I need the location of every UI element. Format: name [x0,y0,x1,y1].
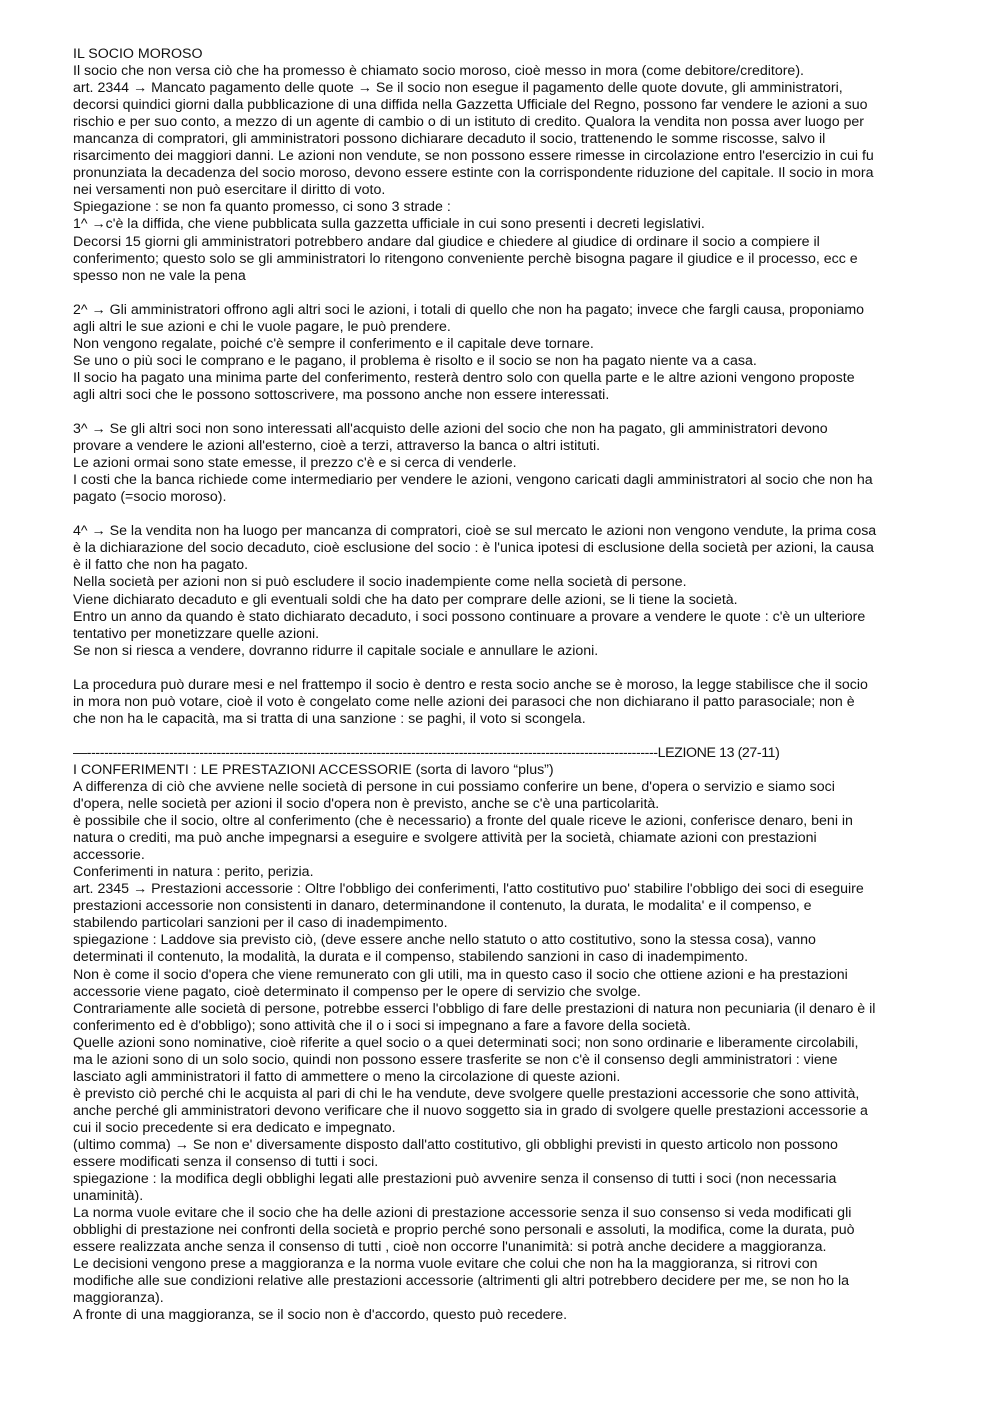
text-line: Spiegazione : se non fa quanto promesso, ci sono 3 strade : [73,199,451,216]
text-line: Contrariamente alle società di persone, potrebbe esserci l'obbligo di fare delle prestazioni di natura non pecuniaria (il denaro è il [73,1000,876,1017]
text-line: Le decisioni vengono prese a maggioranza e la norma vuole evitare che colui che non ha la maggioranza, si ritrovi con [73,1256,818,1273]
text-line: agli altri soci che le possono sottoscrivere, ma possono anche non essere interessati. [73,386,610,403]
text-line: 4^ → Se la vendita non ha luogo per mancanza di compratori, cioè se sul mercato le azioni non vengono vendute, la prima cosa [73,523,877,540]
text-line: Entro un anno da quando è stato dichiarato decaduto, i soci possono continuare a provare a vendere le quote : c'è un ulteriore [73,608,866,625]
text-line: tentativo per monetizzare quelle azioni. [73,625,320,642]
text-line: Non è come il socio d'opera che viene remunerato con gli utili, ma in questo caso il socio che ottiene azioni e ha prestazioni [73,966,848,983]
text-line: La norma vuole evitare che il socio che ha delle azioni di prestazione accessorie senza il suo consenso si veda modificati gli [73,1205,852,1222]
text-line: Quelle azioni sono nominative, cioè riferite a quel socio o a quei determinati soci; non sono ordinarie e liberamente circolabili, [73,1034,859,1051]
text-line: pronunziata la decadenza del socio moroso, devono essere estinte con la corrispondente riduzione del capitale. Il socio in mora [73,165,874,182]
text-line: provare a vendere le azioni all'esterno, cioè a terzi, attraverso la banca o altri istituti. [73,438,601,455]
text-line: Le azioni ormai sono state emesse, il prezzo c'è e si cerca di venderle. [73,455,517,472]
text-line: ma le azioni sono di un solo socio, quindi non possono essere trasferite se non c'è il consenso degli amministratori : viene [73,1051,838,1068]
text-block [73,302,932,404]
text-line: spesso non ne vale la pena [73,267,246,284]
text-line: maggioranza). [73,1290,164,1307]
text-line: Il socio che non versa ciò che ha promesso è chiamato socio moroso, cioè messo in mora (come debitore/creditore). [73,63,804,80]
text-line: A fronte di una maggioranza, se il socio non è d'accordo, questo può recedere. [73,1307,568,1324]
text-line: I costi che la banca richiede come intermediario per vendere le azioni, vengono caricati dagli amministratori al socio che non ha [73,472,873,489]
text-line: mancanza di compratori, gli amministratori possono dichiarare decaduto il socio, trattenendo le somme riscosse, salvo il [73,131,826,148]
text-line: accessorie viene pagato, cioè determinato il compenso per le opere di servizio che svolge. [73,983,641,1000]
text-line: 2^ → Gli amministratori offrono agli altri soci le azioni, i totali di quello che non ha pagato; invece che fargli causa, proponiamo [73,301,865,318]
paragraph-gap [73,285,932,302]
text-line: spiegazione : la modifica degli obblighi legati alle prestazioni può avvenire senza il consenso di tutti i soci (non necessaria [73,1171,837,1188]
document-body [73,46,932,1325]
text-line: La procedura può durare mesi e nel frattempo il socio è dentro e resta socio anche se è moroso, la legge stabilisce che il socio [73,676,868,693]
text-line: Il socio ha pagato una minima parte del conferimento, resterà dentro solo con quella parte e le altre azioni vengono proposte [73,369,855,386]
text-line: lasciato agli amministratori il fatto di ammettere o meno la circolazione di queste azioni. [73,1068,621,1085]
text-line: Decorsi 15 giorni gli amministratori potrebbero andare dal giudice e chiedere al giudice di ordinare il socio a compiere il [73,233,820,250]
text-line: è il fatto che non ha pagato. [73,557,249,574]
text-line: A differenza di ciò che avviene nelle società di persone in cui possiamo conferire un bene, d'opera o servizio e siamo soci [73,779,835,796]
paragraph-gap [73,506,932,523]
text-line: anche perché gli amministratori devono verificare che il nuovo soggetto sia in grado di svolgere quelle prestazioni accessorie a [73,1102,868,1119]
text-line: pagato (=socio moroso). [73,489,227,506]
text-line: accessorie. [73,847,145,864]
text-line: Nella società per azioni non si può escludere il socio inadempiente come nella società di persone. [73,574,687,591]
text-line: Viene dichiarato decaduto e gli eventuali soldi che ha dato per comprare delle azioni, se li tiene la società. [73,591,738,608]
text-block [73,46,932,285]
text-line: nei versamenti non può esercitare il diritto di voto. [73,182,386,199]
text-line: IL SOCIO MOROSO [73,46,203,62]
text-line: —------------------------------------------------------------------------------------------------------------------------------------LEZIONE 13 (27-11) [73,744,780,761]
text-line: 3^ → Se gli altri soci non sono interessati all'acquisto delle azioni del socio che non ha pagato, gli amministratori devono [73,421,828,438]
text-line: art. 2345 → Prestazioni accessorie : Oltre l'obbligo dei conferimenti, l'atto costitutivo puo' stabilire l'obbligo dei soci di eseguire [73,881,864,898]
text-line: I CONFERIMENTI : LE PRESTAZIONI ACCESSORIE (sorta di lavoro “plus”) [73,761,554,778]
text-line: determinati il contenuto, la modalità, la durata e il compenso, stabilendo sanzioni in caso di inadempimento. [73,949,749,966]
text-line: è possibile che il socio, oltre al conferimento (che è necessario) a fronte del quale riceve le azioni, conferisce denaro, beni in [73,813,853,830]
text-block [73,677,932,728]
text-line: Non vengono regalate, poiché c'è sempre il conferimento e il capitale deve tornare. [73,335,594,352]
text-line: natura o crediti, ma può anche impegnarsi a eseguire e svolgere attività per la società, chiamate azioni con prestazioni [73,830,817,847]
text-line: (ultimo comma) → Se non e' diversamente disposto dall'atto costitutivo, gli obblighi previsti in questo articolo non possono [73,1137,838,1153]
text-line: è la dichiarazione del socio decaduto, cioè esclusione del socio : è l'unica ipotesi di esclusione della società per azioni, la causa [73,540,874,557]
text-line: prestazioni accessorie non consistenti in danaro, determinandone il contenuto, la durata, le modalita' e il compenso, e [73,898,812,915]
text-line: Conferimenti in natura : perito, perizia. [73,864,314,881]
paragraph-gap [73,404,932,421]
text-line: cui il socio precedente si era dedicato e impegnato. [73,1119,396,1136]
text-line: essere modificati senza il consenso di tutti i soci. [73,1154,379,1171]
text-line: modifiche alle sue condizioni relative alle prestazioni accessorie (altrimenti gli altri potrebbero decidere per me, se non ho la [73,1273,849,1290]
text-line: art. 2344 → Mancato pagamento delle quote → Se il socio non esegue il pagamento delle quote dovute, gli amministratori, [73,80,843,97]
paragraph-gap [73,728,932,745]
text-block [73,421,932,506]
paragraph-gap [73,660,932,677]
text-line: stabilendo particolari sanzioni per il caso di inadempimento. [73,915,448,932]
text-line: che non ha le capacità, ma si tratta di una sanzione : se paghi, il voto si scongela. [73,710,586,727]
text-line: obblighi di prestazione nei confronti della società e proprio perché sono personali e assoluti, la modifica, come la durata, può [73,1222,855,1239]
text-line: d'opera, nelle società per azioni il socio d'opera non è previsto, anche se c'è una particolarità. [73,796,660,813]
text-line: decorsi quindici giorni dalla pubblicazione di una diffida nella Gazzetta Ufficiale del Regno, possono far vendere le azioni a suo [73,97,868,114]
text-line: 1^ →c'è la diffida, che viene pubblicata sulla gazzetta ufficiale in cui sono presenti i decreti legislativi. [73,216,705,233]
text-line: Se non si riesca a vendere, dovranno ridurre il capitale sociale e annullare le azioni. [73,642,599,659]
text-line: conferimento ed è d'obbligo); sono attività che il o i soci si impegnano a fare a favore della società. [73,1017,691,1034]
text-line: in mora non può votare, cioè il voto è congelato come nelle azioni dei parasoci che non dichiarano il patto parasociale; non è [73,693,855,710]
text-line: risarcimento dei maggiori danni. Le azioni non vendute, se non possono essere rimesse in circolazione entro l'esercizio in cui fu [73,148,874,165]
text-line: Se uno o più soci le comprano e le pagano, il problema è risolto e il socio se non ha pagato niente va a casa. [73,352,757,369]
text-line: rischio e per suo conto, a mezzo di un agente di cambio o di un istituto di credito. Qualora la vendita non possa aver luogo per [73,114,865,131]
text-line: essere realizzata anche senza il consenso di tutti , cioè non occorre l'unanimità: si potrà anche decidere a maggioranza. [73,1239,827,1256]
text-block [73,523,932,659]
text-line: unaminità). [73,1188,144,1205]
text-line: conferimento; questo solo se gli amministratori lo ritengono conveniente perchè bisogna pagare il giudice e il processo, ecc e [73,250,858,267]
text-block [73,745,932,1325]
text-line: agli altri le sue azioni e chi le vuole pagare, le può prendere. [73,318,451,335]
text-line: è previsto ciò perché chi le acquista al pari di chi le ha vendute, deve svolgere quelle prestazioni accessorie che sono attività, [73,1085,860,1102]
text-line: spiegazione : Laddove sia previsto ciò, (deve essere anche nello statuto o atto costitutivo, sono la stessa cosa), vanno [73,932,816,949]
